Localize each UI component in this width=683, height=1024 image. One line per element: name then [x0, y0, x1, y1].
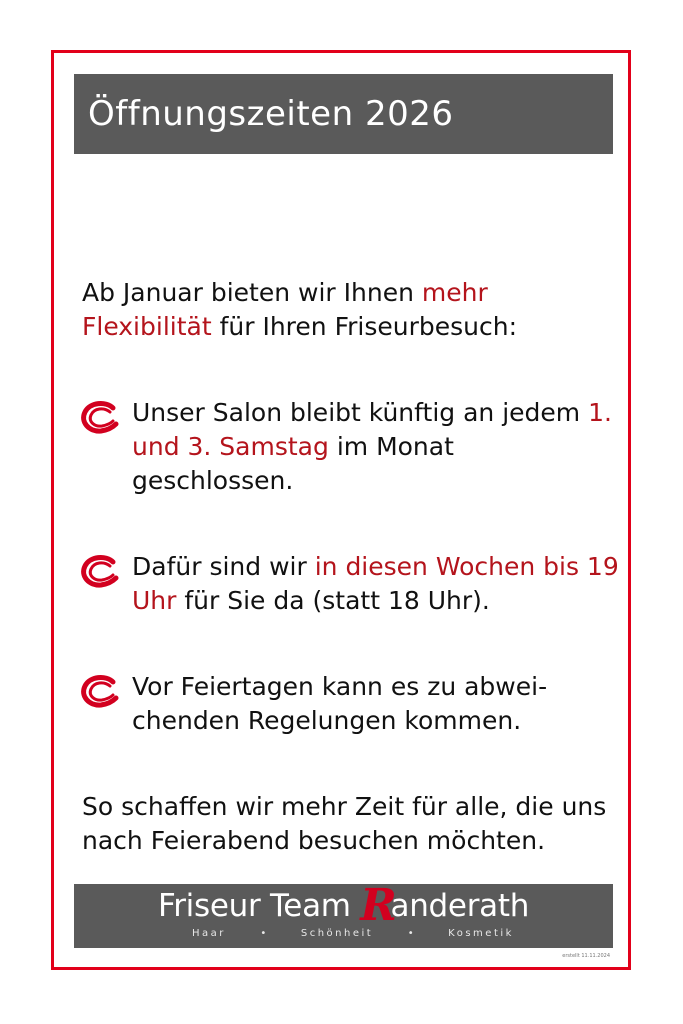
bullet-3-text: Vor Feiertagen kann es zu abwei-chenden Regelungen kommen.: [132, 672, 548, 735]
bullet-1-text-end: im Monat geschlossen.: [132, 432, 454, 495]
created-date: erstellt 11.11.2024: [562, 953, 610, 959]
outro-paragraph: So schaffen wir mehr Zeit für alle, die uns nach Feierabend besuchen möchten.: [82, 792, 607, 855]
footer-brand-bar: [74, 880, 613, 948]
intro-paragraph: [82, 276, 622, 344]
notice-content: [82, 276, 622, 858]
bullet-holidays: [82, 670, 622, 738]
page-title: Öffnungszeiten 2026: [88, 94, 454, 134]
tagline-separator: •: [407, 928, 414, 939]
bullet-extended-hours: [82, 550, 622, 618]
bullet-1-text: Unser Salon bleibt künftig an jedem: [132, 398, 589, 427]
bullet-2-highlight: in diesen Wochen bis 19 Uhr: [132, 552, 619, 615]
title-bar: [74, 74, 613, 154]
brand-rest: anderath: [390, 888, 530, 924]
intro-highlight: mehr Flexibilität: [82, 278, 488, 341]
brand-initial: R: [360, 880, 397, 931]
tagline-separator: •: [260, 928, 267, 939]
intro-text-start: Ab Januar bieten wir Ihnen: [82, 278, 422, 307]
red-brush-swirl-icon: [80, 400, 122, 436]
brand-logo: [74, 880, 613, 931]
tagline-beauty: Schönheit: [300, 928, 374, 939]
bullet-2-text-end: für Sie da (statt 18 Uhr).: [176, 586, 490, 615]
brand-prefix: Friseur Team: [157, 888, 361, 924]
red-brush-swirl-icon: [80, 554, 122, 590]
bullet-closed-saturdays: [82, 396, 622, 498]
intro-text-end: für Ihren Friseurbesuch:: [211, 312, 518, 341]
red-brush-swirl-icon: [80, 674, 122, 710]
brand-tagline: [192, 928, 514, 939]
tagline-cosmetics: Kosmetik: [448, 928, 514, 939]
bullet-2-text: Dafür sind wir: [132, 552, 315, 581]
tagline-hair: Haar: [192, 928, 226, 939]
bullet-1-highlight: 1. und 3. Samstag: [132, 398, 612, 461]
